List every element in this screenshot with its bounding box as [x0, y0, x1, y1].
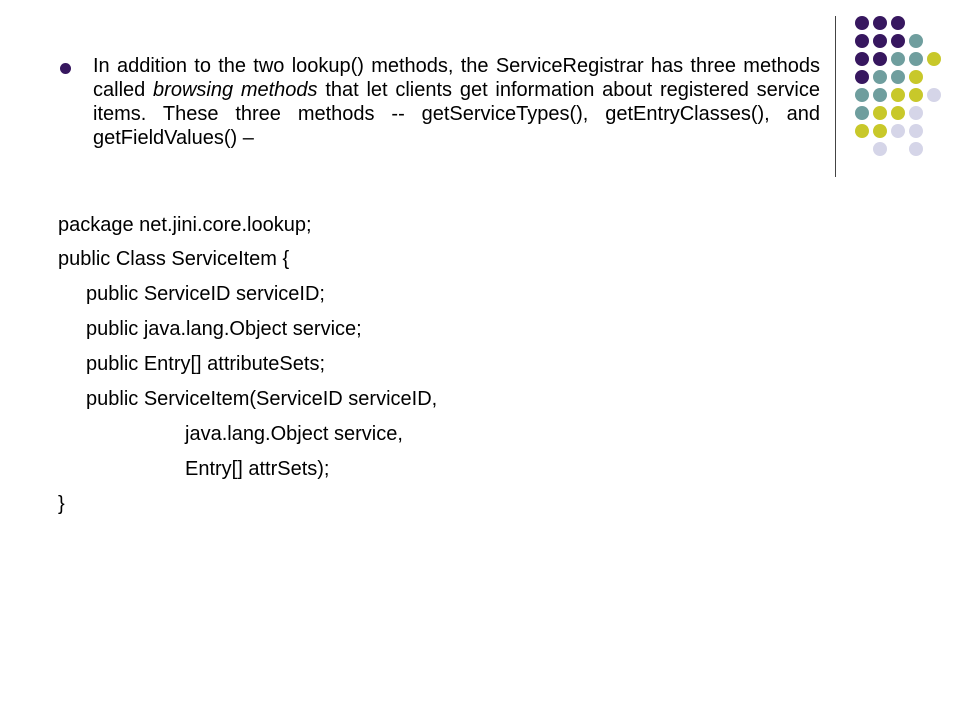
decor-dot [891, 52, 905, 66]
code-line-constructor-param-service: java.lang.Object service, [185, 423, 403, 445]
decor-dot [873, 70, 887, 84]
bullet-item [60, 54, 820, 150]
code-line-class-declaration: public Class ServiceItem { [58, 248, 290, 270]
decor-dot [909, 124, 923, 138]
decor-dot [927, 52, 941, 66]
code-line-field-serviceid: public ServiceID serviceID; [86, 283, 325, 305]
decor-dot [855, 70, 869, 84]
bullet-text-part-2: that let clients get information about registered service items. These three methods -- getServiceTypes(), getEntryClasses(), and getFieldValues() – [93, 79, 820, 149]
code-line-closing-brace: } [58, 493, 65, 515]
decor-dot [873, 88, 887, 102]
decor-dot [909, 142, 923, 156]
code-line-field-attributesets: public Entry[] attributeSets; [86, 353, 326, 375]
decor-dot [909, 106, 923, 120]
decor-dot [927, 88, 941, 102]
decor-dot [909, 88, 923, 102]
decor-dot [891, 106, 905, 120]
decor-dot [909, 52, 923, 66]
decor-dot [855, 88, 869, 102]
decor-dot [873, 106, 887, 120]
decor-dot [873, 52, 887, 66]
decor-dot [909, 70, 923, 84]
bullet-emphasis: browsing methods [153, 79, 318, 101]
decor-dot [873, 16, 887, 30]
decor-dot [855, 16, 869, 30]
code-line-constructor: public ServiceItem(ServiceID serviceID, [86, 388, 438, 410]
code-line-package: package net.jini.core.lookup; [58, 214, 312, 236]
decorative-dot-grid [840, 10, 960, 160]
code-line-constructor-param-attrsets: Entry[] attrSets); [185, 458, 330, 480]
bullet-text-part-1: In addition to the two lookup() methods, the ServiceRegistrar has three methods called [93, 55, 820, 101]
decor-dot [855, 34, 869, 48]
decor-dot [891, 124, 905, 138]
decor-dot [891, 16, 905, 30]
decor-dot [909, 34, 923, 48]
decor-dot [891, 34, 905, 48]
decor-dot [891, 88, 905, 102]
vertical-divider [835, 16, 836, 177]
decor-dot [855, 106, 869, 120]
bullet-text [93, 54, 820, 150]
bullet-icon [60, 63, 71, 74]
decor-dot [873, 34, 887, 48]
code-line-field-service: public java.lang.Object service; [86, 318, 362, 340]
decor-dot [873, 142, 887, 156]
decor-dot [891, 70, 905, 84]
decor-dot [855, 52, 869, 66]
decor-dot [873, 124, 887, 138]
decor-dot [855, 124, 869, 138]
